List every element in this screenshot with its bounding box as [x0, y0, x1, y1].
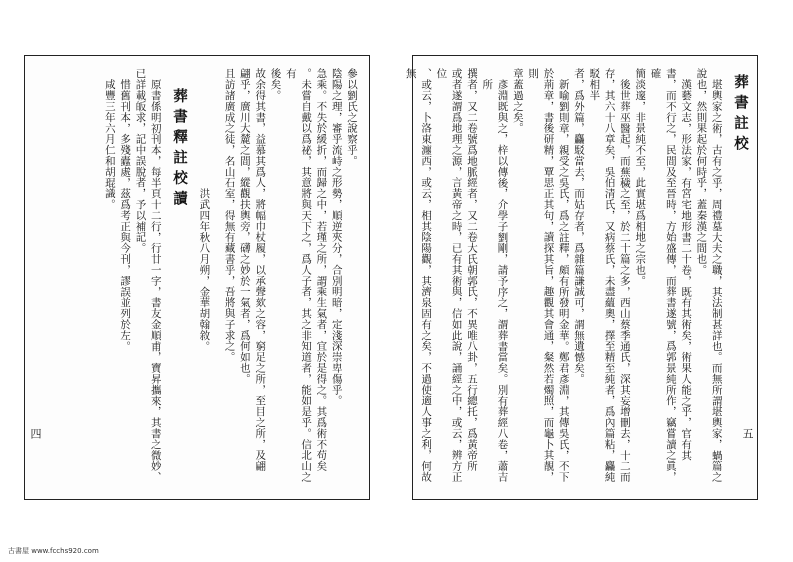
- page-number: 五: [741, 428, 754, 439]
- text-column: 後世葬巫醫起，而蕪穢之至，於二十篇之多，西山蔡季通氏，深其妄增刪去，十二而: [618, 79, 631, 483]
- signature-line: 洪武四年秋八月朔，金華胡翰敘。: [198, 188, 211, 352]
- text-column: 參以劉氏之說察乎。: [346, 68, 358, 167]
- text-column: 故余得其書，益慕其爲人，將幅巾杖履，以承聲欬之容，窮足之所，至目之所，及翩: [254, 68, 267, 472]
- right-page: [404, 55, 758, 500]
- text-column: 漢藝文志，形法家，有宮宅地形書二十卷，既有其術矣，術果人能之乎，官有其: [680, 79, 693, 461]
- text-column: 章蓋過之矣。: [511, 68, 524, 134]
- text-column: 簡淡邃，非景純不至，此實堪爲相地之宗也。: [634, 68, 647, 286]
- right-page-text: [404, 68, 748, 489]
- page-number: 四: [29, 428, 42, 439]
- text-column: 者，爲外篇，麤駁當去，而姑存者，爲雜篇謙誠可，謂無遺憾矣。: [573, 68, 586, 385]
- text-column: 書，而不行之，民間及至晉時，方始盛傳，而葬書遂號，爲郭景純所作，竊嘗讀之眞，確: [649, 68, 677, 483]
- text-column: 新喻劉則章，親受之吳氏，爲之註釋，頗有所發明金華。鄭君彥淵，其傳吳氏，不下: [557, 79, 570, 483]
- page-title: 葬書註校: [732, 74, 748, 156]
- text-column: 撰者，又二卷號爲地脈經者，又二卷大氏朝郭氏，不異唯八卦，五行總托，爲黃帝所: [465, 68, 478, 472]
- text-column: 說也，然則果起於何時乎，蓋秦漢之間也。: [695, 68, 708, 276]
- reader-column: 惜舊刊本，多殘蠹處，茲爲考正與今刊，謬誤並列於左。: [119, 79, 132, 352]
- text-column: 、或云，卜洛東瀍西，或云，相其陰陽觀，其濟泉固有之矣，不過使適人事之利，何故無: [404, 68, 433, 483]
- reader-column: 原書係明初刊本，每半頁十二行，行廿一字，書友金順甫，寶昇攜來，其書之微妙、: [149, 79, 162, 483]
- text-column: 或者遂謂爲地理之源，言黃帝之時，已有其術與，信如此說，誦經之中，或云，辨方正位: [435, 68, 463, 483]
- text-column: 於荊章，書後研精，覃思正其句，讀探其旨，趣觀其會通，粲然若燭照，而龜卜其靚，則: [527, 68, 555, 483]
- text-column: 翩乎，廣川大麓之間，縱觀扶輿旁，礴之妙於一氣者，爲何如也。: [238, 68, 251, 385]
- text-column: 陰陽之理，審乎流峙之形勢，順逆夾分，合別明暗，定淺深崇卑傷乎。: [330, 68, 343, 406]
- text-column: 後矣。: [269, 68, 282, 101]
- text-column: 急乘。不失於緩折，而歸之中，若瑾之所，謂乘生氣者，宜於是得之。其爲術不苟矣: [315, 68, 328, 472]
- watermark-footer: 古書屋 www.fcchs920.com: [8, 547, 99, 555]
- text-column: 存，其六十八章矣，吳伯清氏，又病蔡氏，未盡蘊奧，擇至精至純者，爲內篇粘，麤純駁相半: [588, 68, 616, 483]
- left-page: [24, 55, 370, 500]
- left-page-text: [35, 68, 359, 489]
- reader-column: 已詳載皈求，記中誤脫者，予以補記。: [134, 68, 147, 254]
- text-column: 堪輿家之術，古有之乎，周禮墓大夫之職，其法制甚詳也。而無所謂堪輿家，蝸篇之: [710, 79, 723, 483]
- text-column: 彥淵既與之，梓以傳後，介學子劉剛，請予序之，謂葬書當矣。別有葬經八卷，蕭吉所: [481, 79, 509, 483]
- reader-section-title: 葬書釋註校讀: [171, 88, 188, 211]
- text-column: 。未嘗自戴以爲祕，其意將與天下之，爲人子者，其之非知道者，能如是乎。信北山之有: [284, 68, 313, 483]
- reader-column: 咸豐三年六月仁和胡琨識。: [103, 79, 116, 210]
- text-column: 且訪諸廣成之徒，名山石室，得無有藏書乎，吾將與子求之。: [223, 68, 236, 363]
